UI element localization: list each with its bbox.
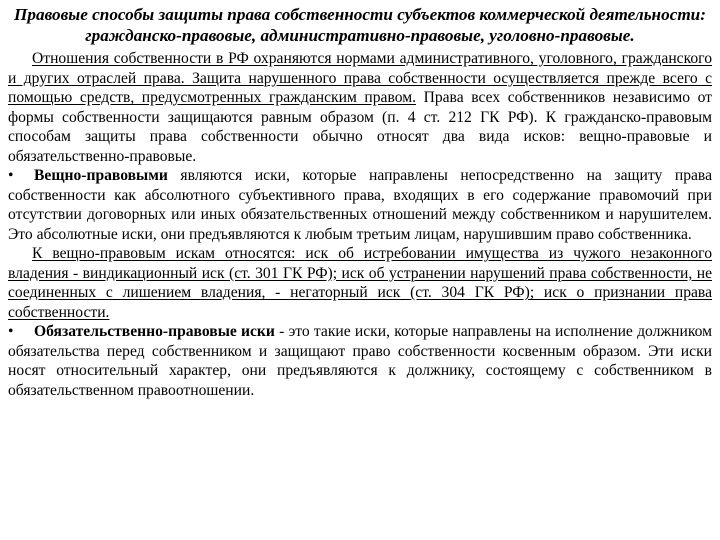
obligation-claims-term: Обязательственно-правовые иски	[34, 323, 275, 340]
real-rights-term: Вещно-правовыми	[34, 167, 168, 184]
slide-body	[8, 49, 712, 400]
intro-text: Права всех собственников независимо от формы собственности защищаются равным образом (п. 4 ст. 212 ГК РФ). К гражданско-правовым способам защиты права собственности обычно относят два вида исков: вещно-правовые и обязательственно-правовые.	[8, 89, 712, 165]
paragraph-intro	[8, 49, 712, 166]
paragraph-real-claims	[8, 244, 712, 322]
real-rights-text: являются иски, которые направлены непосредственно на защиту права собственности как абсолютного субъективного права, входящих в его содержание правомочий при отсутствии договорных или иных обязательственных отношений между собственником и нарушителем. Это абсолютные иски, они предъявляются к любым третьим лицам, нарушившим право собственника.	[8, 167, 712, 243]
obligation-claims-text: - это такие иски, которые направлены на исполнение должником обязательства перед собственником и защищают право собственности косвенным образом. Эти иски носят относительный характер, они предъявляются к должнику, состоящему с собственником в обязательственном правоотношении.	[8, 323, 712, 399]
bullet-item-real-rights	[8, 166, 712, 244]
bullet-icon: •	[8, 167, 14, 184]
slide-title: Правовые способы защиты права собственности субъектов коммерческой деятельности: гражданско-правовые, административно-правовые, уголовно-правовые.	[14, 5, 706, 45]
bullet-icon: •	[8, 323, 14, 340]
intro-underlined-text: Отношения собственности в РФ охраняются нормами административного, уголовного, гражданского и других отраслей права. Защита нарушенного права собственности осуществляется прежде всего с помощью средств, предусмотренных гражданским правом.	[8, 50, 712, 106]
bullet-item-obligation-claims	[8, 322, 712, 400]
real-claims-underlined-text: К вещно-правовым искам относятся: иск об истребовании имущества из чужого незаконного владения - виндикационный иск (ст. 301 ГК РФ); иск об устранении нарушений права собственности, не соединенных с лишением владения, - негаторный иск (ст. 304 ГК РФ); иск о признании права собственности.	[8, 245, 712, 321]
